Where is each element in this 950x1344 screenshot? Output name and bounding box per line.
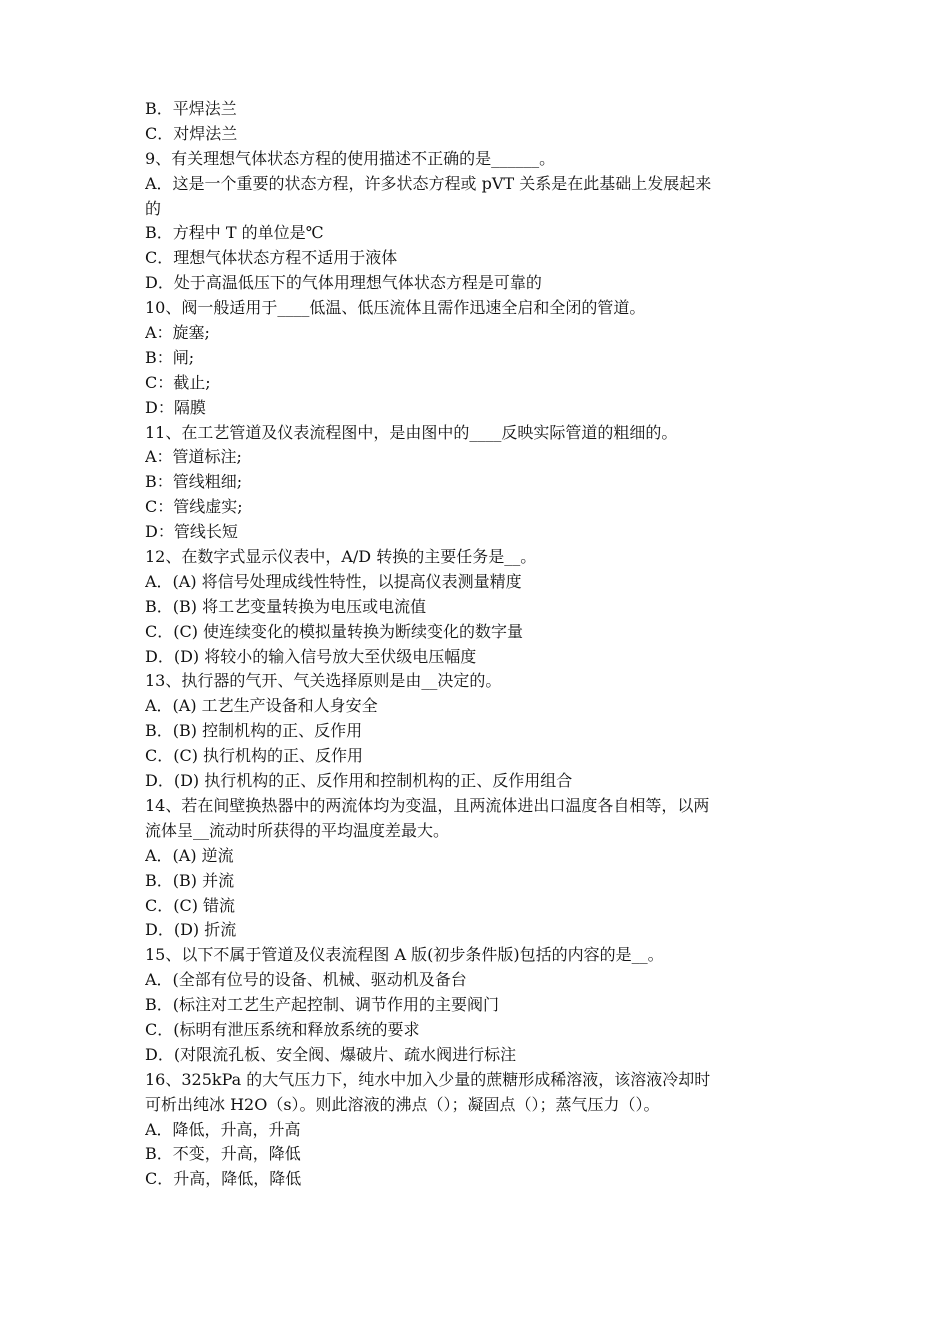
option-line: B：闸; <box>145 347 195 367</box>
question-line: 14、若在间壁换热器中的两流体均为变温，且两流体进出口温度各自相等，以两 <box>145 795 710 815</box>
option-line: D．(D) 执行机构的正、反作用和控制机构的正、反作用组合 <box>145 771 573 791</box>
option-line: B．(B) 并流 <box>145 870 235 890</box>
option-line: B．方程中 T 的单位是℃ <box>145 223 324 243</box>
option-line: A．(A) 工艺生产设备和人身安全 <box>145 696 378 716</box>
option-line: D：管线长短 <box>145 522 238 542</box>
document-page <box>145 97 815 1192</box>
option-line: B．(标注对工艺生产起控制、调节作用的主要阀门 <box>145 995 500 1015</box>
option-line: B．(B) 控制机构的正、反作用 <box>145 721 363 741</box>
option-line: D：隔膜 <box>145 397 206 417</box>
question-line: 15、以下不属于管道及仪表流程图 A 版(初步条件版)包括的内容的是__。 <box>145 945 664 965</box>
question-line: 9、有关理想气体状态方程的使用描述不正确的是______。 <box>145 148 556 168</box>
option-line: B：管线粗细; <box>145 472 243 492</box>
option-line: A．(全部有位号的设备、机械、驱动机及备台 <box>145 970 467 990</box>
option-line: C．(C) 执行机构的正、反作用 <box>145 746 364 766</box>
option-line: C．理想气体状态方程不适用于液体 <box>145 248 398 268</box>
question-line: 流体呈__流动时所获得的平均温度差最大。 <box>145 820 450 840</box>
option-line: C．升高，降低，降低 <box>145 1169 302 1189</box>
option-line: A．(A) 逆流 <box>145 845 234 865</box>
option-line: C．对焊法兰 <box>145 123 238 143</box>
option-line: C．(C) 错流 <box>145 895 236 915</box>
option-line: B．平焊法兰 <box>145 99 237 118</box>
option-line: C．(标明有泄压系统和释放系统的要求 <box>145 1019 420 1039</box>
question-line: 13、执行器的气开、气关选择原则是由__决定的。 <box>145 671 502 691</box>
option-line: 的 <box>145 198 162 218</box>
option-line: B．不变，升高，降低 <box>145 1144 301 1164</box>
option-line: D．(对限流孔板、安全阀、爆破片、疏水阀进行标注 <box>145 1044 517 1064</box>
option-line: C：管线虚实; <box>145 497 243 517</box>
question-line: 11、在工艺管道及仪表流程图中，是由图中的____反映实际管道的粗细的。 <box>145 422 678 442</box>
question-line: 可析出纯冰 H2O（s）。则此溶液的沸点（）；凝固点（）；蒸气压力（）。 <box>145 1094 660 1114</box>
option-line: D．(D) 折流 <box>145 920 237 940</box>
option-line: A．这是一个重要的状态方程，许多状态方程或 pVT 关系是在此基础上发展起来 <box>145 173 712 193</box>
option-line: A．(A) 将信号处理成线性特性，以提高仪表测量精度 <box>145 571 522 591</box>
option-line: A：旋塞; <box>145 323 210 343</box>
option-line: D．处于高温低压下的气体用理想气体状态方程是可靠的 <box>145 273 542 293</box>
option-line: C．(C) 使连续变化的模拟量转换为断续变化的数字量 <box>145 621 524 641</box>
option-line: A：管道标注; <box>145 447 242 467</box>
option-line: C：截止; <box>145 372 211 392</box>
question-line: 16、325kPa 的大气压力下，纯水中加入少量的蔗糖形成稀溶液，该溶液冷却时 <box>145 1069 711 1089</box>
option-line: B．(B) 将工艺变量转换为电压或电流值 <box>145 596 427 616</box>
question-line: 12、在数字式显示仪表中，A/D 转换的主要任务是__。 <box>145 547 537 567</box>
option-line: D．(D) 将较小的输入信号放大至伏级电压幅度 <box>145 646 477 666</box>
question-line: 10、阀一般适用于____低温、低压流体且需作迅速全启和全闭的管道。 <box>145 298 646 318</box>
option-line: A．降低，升高，升高 <box>145 1119 301 1139</box>
